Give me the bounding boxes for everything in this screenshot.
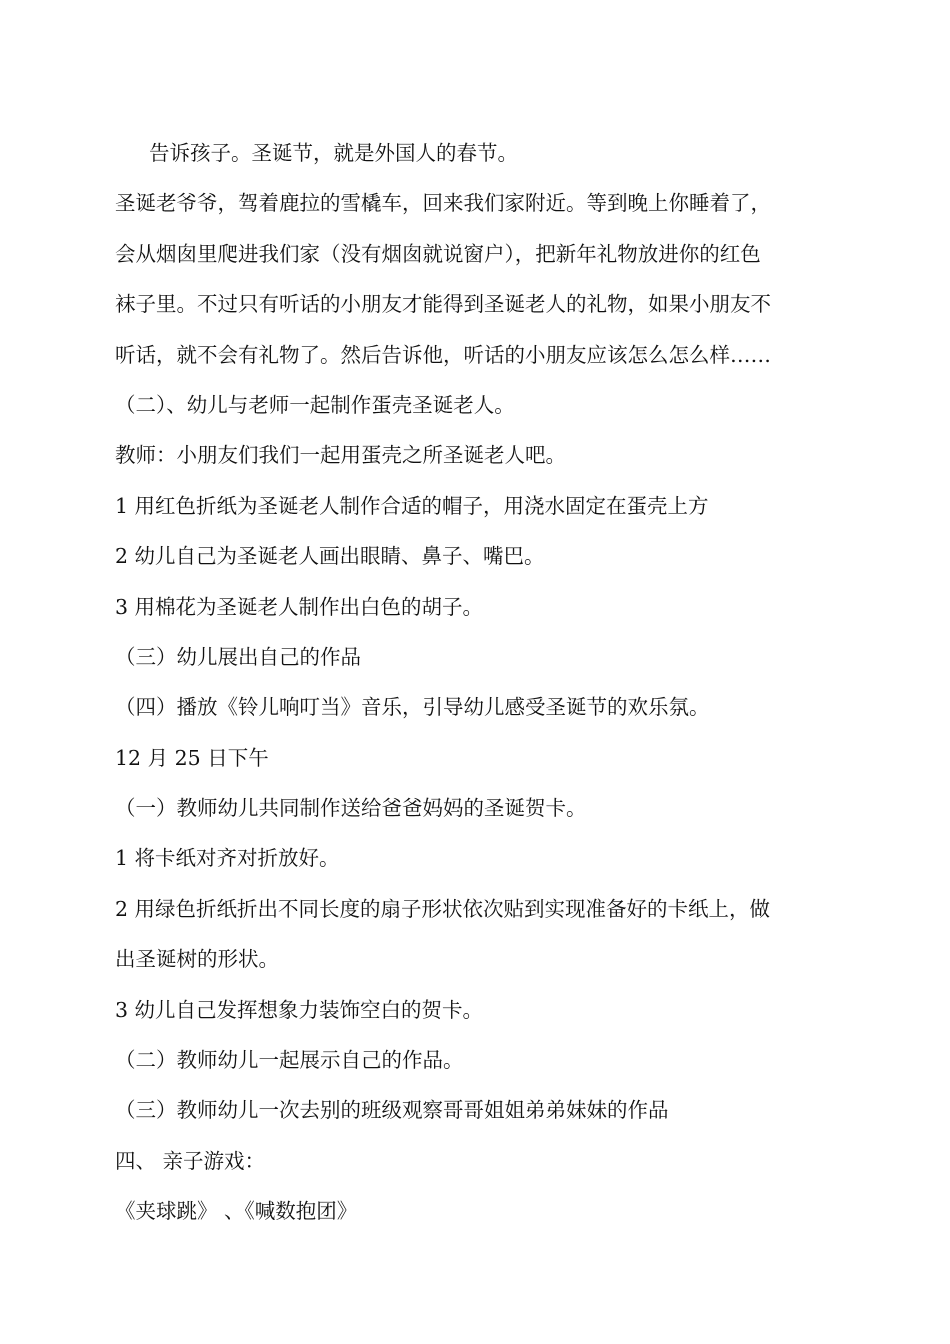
paragraph-line: 听话，就不会有礼物了。然后告诉他，听话的小朋友应该怎么怎么样…… (115, 342, 771, 367)
list-item: 3 幼儿自己发挥想象力装饰空白的贺卡。 (115, 997, 484, 1022)
section-heading: （二）教师幼儿一起展示自己的作品。 (115, 1048, 464, 1073)
section-heading: 四、 亲子游戏： (115, 1148, 266, 1173)
section-heading: （三）教师幼儿一次去别的班级观察哥哥姐姐弟弟妹妹的作品 (115, 1098, 669, 1123)
paragraph-line: 告诉孩子。圣诞节，就是外国人的春节。 (149, 141, 518, 165)
section-heading: （三）幼儿展出自己的作品 (115, 644, 361, 669)
section-heading: （四）播放《铃儿响叮当》音乐，引导幼儿感受圣诞节的欢乐氛。 (115, 695, 710, 720)
paragraph-line: 袜子里。不过只有听话的小朋友才能得到圣诞老人的礼物，如果小朋友不 (115, 292, 771, 317)
document-body (115, 128, 840, 1237)
list-item: 2 用绿色折纸折出不同长度的扇子形状依次贴到实现准备好的卡纸上，做 (115, 896, 771, 921)
paragraph-line: 《夹球跳》 、《喊数抱团》 (115, 1199, 358, 1224)
list-item-continuation: 出圣诞树的形状。 (115, 947, 279, 972)
section-heading: （二）、幼儿与老师一起制作蛋壳圣诞老人。 (115, 392, 515, 417)
list-item: 2 幼儿自己为圣诞老人画出眼睛、鼻子、嘴巴。 (115, 544, 545, 569)
paragraph-line: 会从烟囱里爬进我们家（没有烟囱就说窗户），把新年礼物放进你的红色 (115, 241, 761, 266)
paragraph-line: 圣诞老爷爷，驾着鹿拉的雪橇车，回来我们家附近。等到晚上你睡着了， (115, 191, 771, 216)
section-heading: （一）教师幼儿共同制作送给爸爸妈妈的圣诞贺卡。 (115, 796, 587, 821)
list-item: 3 用棉花为圣诞老人制作出白色的胡子。 (115, 594, 484, 619)
date-heading: 12 月 25 日下午 (115, 745, 269, 770)
list-item: 1 将卡纸对齐对折放好。 (115, 846, 340, 871)
list-item: 1 用红色折纸为圣诞老人制作合适的帽子，用浇水固定在蛋壳上方 (115, 493, 709, 518)
paragraph-line: 教师：小朋友们我们一起用蛋壳之所圣诞老人吧。 (115, 443, 566, 468)
